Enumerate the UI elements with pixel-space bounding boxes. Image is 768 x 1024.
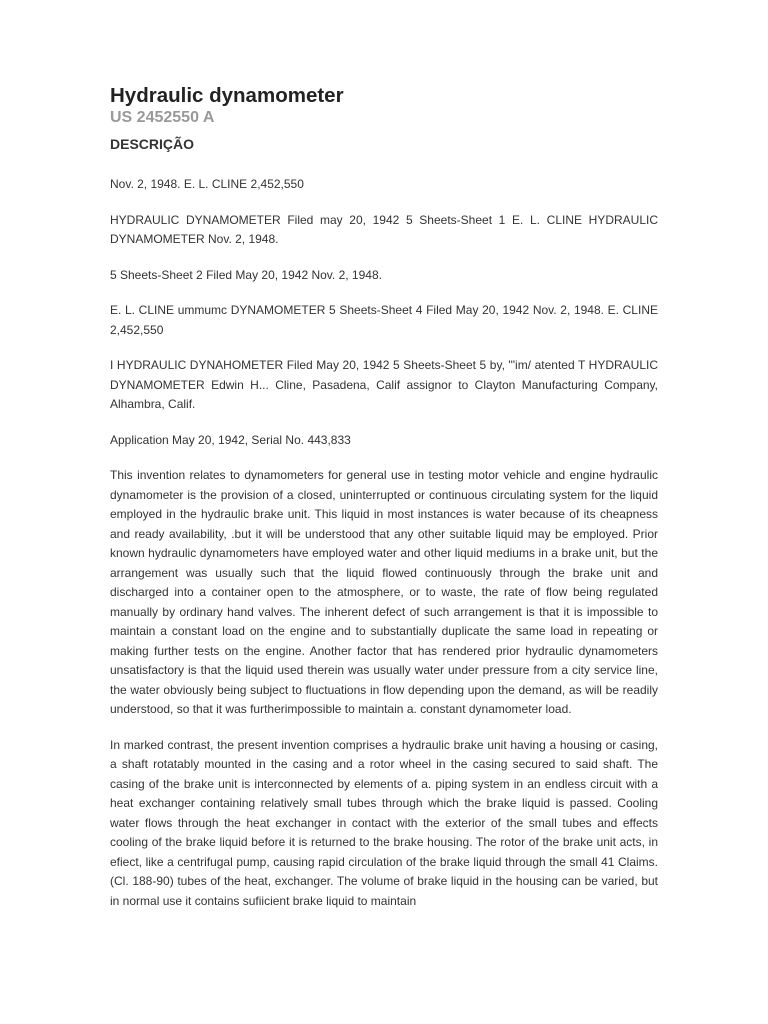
description-paragraph: E. L. CLINE ummumc DYNAMOMETER 5 Sheets-Sheet 4 Filed May 20, 1942 Nov. 2, 1948. E. CLINE 2,452,550 [110,303,658,337]
document-title: Hydraulic dynamometer [110,84,344,107]
section-heading: DESCRIÇÃO [110,136,195,152]
description-paragraph: Nov. 2, 1948. E. L. CLINE 2,452,550 [110,177,304,191]
publication-number: US 2452550 A [110,109,215,126]
description-paragraph: In marked contrast, the present invention comprises a hydraulic brake unit having a housing or casing, a shaft rotatably mounted in the casing and a rotor wheel in the casing secured to said shaft. The casing of the brake unit is interconnected by elements of a. piping system in an endless circuit with a heat exchanger containing relatively small tubes through which the brake liquid is passed. Cooling water flows through the heat exchanger in contact with the exterior of the small tubes and effects cooling of the brake liquid before it is returned to the brake housing. The rotor of the brake unit acts, in efiect, like a centrifugal pump, causing rapid circulation of the brake liquid through the small 41 Claims. (Cl. 188-90) tubes of the heat, exchanger. The volume of brake liquid in the housing can be varied, but in normal use it contains sufiicient brake liquid to maintain [110,737,658,908]
description-paragraph: HYDRAULIC DYNAMOMETER Filed may 20, 1942 5 Sheets-Sheet 1 E. L. CLINE HYDRAULIC DYNAMOMETER Nov. 2, 1948. [110,212,658,246]
description-paragraph: This invention relates to dynamometers for general use in testing motor vehicle and engine hydraulic dynamometer is the provision of a closed, uninterrupted or continuous circulating system for the liquid employed in the hydraulic brake unit. This liquid in most instances is water because of its cheapness and ready availability, .but it will be understood that any other suitable liquid may be employed. Prior known hydraulic dynamometers have employed water and other liquid mediums in a brake unit, but the arrangement was usually such that the liquid flowed continuously through the brake unit and discharged into a container open to the atmosphere, or to waste, the rate of flow being regulated manually by ordinary hand valves. The inherent defect of such arrangement is that it is impossible to maintain a constant load on the engine and to substantially duplicate the same load in repeating or making further tests on the engine. Another factor that has rendered prior hydraulic dynamometers unsatisfactory is that the liquid used therein was usually water under pressure from a city service line, the water obviously being subject to fluctuations in flow depending upon the demand, as will be readily understood, so that it was furtherimpossible to maintain a. constant dynamometer load. [110,468,658,716]
patent-document [110,84,658,927]
description-paragraph: I HYDRAULIC DYNAHOMETER Filed May 20, 1942 5 Sheets-Sheet 5 by, "'im/ atented T HYDRAULIC DYNAMOMETER Edwin H... Cline, Pasadena, Calif assignor to Clayton Manufacturing Company, Alhambra, Calif. [110,358,658,411]
description-paragraph: Application May 20, 1942, Serial No. 443,833 [110,432,351,447]
description-paragraph: 5 Sheets-Sheet 2 Filed May 20, 1942 Nov. 2, 1948. [110,267,382,282]
description-body [110,175,658,911]
